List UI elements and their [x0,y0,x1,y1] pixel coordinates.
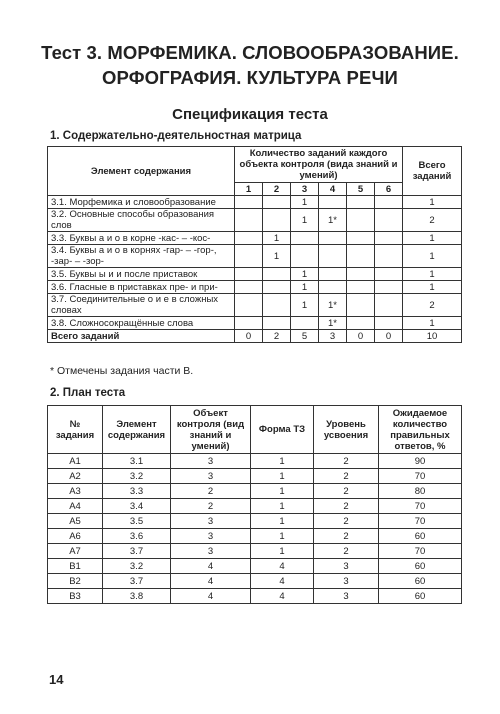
matrix-cell: 1 [291,209,319,232]
plan-cell: В3 [48,589,103,604]
matrix-row-total: 2 [403,209,462,232]
matrix-row [48,281,462,294]
title-line-1: Тест 3. МОРФЕМИКА. СЛОВООБРАЗОВАНИЕ. [41,42,459,63]
plan-cell: 80 [379,484,462,499]
matrix-cell [235,317,263,330]
plan-cell: 2 [314,469,379,484]
matrix-cell [235,268,263,281]
plan-cell: А1 [48,454,103,469]
matrix-cell: 2 [263,330,291,343]
plan-cell: 70 [379,544,462,559]
plan-cell: А3 [48,484,103,499]
col-element-header: Элемент содержания [48,147,235,196]
matrix-cell [375,294,403,317]
subcol-header-1: 1 [235,183,263,196]
matrix-row [48,294,462,317]
matrix-row-label: 3.7. Соединительные о и е в сложных словах [48,294,235,317]
plan-header-6: Ожидаемое количество правильных ответов, % [379,406,462,454]
plan-row [48,559,462,574]
matrix-row-label: Всего заданий [48,330,235,343]
matrix-row-label: 3.6. Гласные в приставках пре- и при- [48,281,235,294]
plan-cell: 1 [251,454,314,469]
plan-cell: 2 [314,544,379,559]
plan-cell: 3.5 [103,514,171,529]
matrix-row [48,196,462,209]
subcol-header-2: 2 [263,183,291,196]
matrix-row-total: 1 [403,232,462,245]
matrix-cell: 1* [319,317,347,330]
matrix-row [48,209,462,232]
plan-cell: 70 [379,469,462,484]
content-matrix-table [47,146,462,343]
plan-row [48,514,462,529]
plan-cell: В1 [48,559,103,574]
matrix-cell [235,281,263,294]
matrix-cell [375,281,403,294]
matrix-cell [347,245,375,268]
plan-cell: 4 [171,574,251,589]
matrix-cell [375,232,403,245]
matrix-row [48,245,462,268]
matrix-cell [347,294,375,317]
subcol-header-6: 6 [375,183,403,196]
matrix-row-total: 1 [403,268,462,281]
plan-cell: А6 [48,529,103,544]
matrix-row-total: 1 [403,281,462,294]
plan-header-2: Элемент содержания [103,406,171,454]
plan-cell: 90 [379,454,462,469]
matrix-heading: 1. Содержательно-деятельностная матрица [50,130,302,142]
matrix-row-label: 3.2. Основные способы образования слов [48,209,235,232]
matrix-cell [235,245,263,268]
plan-cell: 2 [171,499,251,514]
matrix-cell [319,245,347,268]
matrix-cell: 0 [235,330,263,343]
plan-cell: 3.2 [103,469,171,484]
subcol-header-4: 4 [319,183,347,196]
plan-row [48,469,462,484]
plan-cell: 3 [171,529,251,544]
matrix-row-total: 2 [403,294,462,317]
plan-cell: 4 [251,559,314,574]
plan-cell: 4 [251,574,314,589]
plan-cell: 4 [171,559,251,574]
plan-cell: А7 [48,544,103,559]
matrix-cell [319,281,347,294]
plan-cell: 3.3 [103,484,171,499]
page-number: 14 [49,672,64,687]
plan-cell: 3.6 [103,529,171,544]
plan-cell: 1 [251,514,314,529]
matrix-row [48,232,462,245]
plan-cell: 3 [171,544,251,559]
plan-cell: 2 [314,499,379,514]
plan-cell: 3.7 [103,544,171,559]
plan-cell: 3 [171,514,251,529]
matrix-cell [347,209,375,232]
plan-cell: 1 [251,544,314,559]
subcol-header-3: 3 [291,183,319,196]
matrix-cell: 5 [291,330,319,343]
matrix-cell: 3 [319,330,347,343]
plan-cell: 3.1 [103,454,171,469]
matrix-cell [347,232,375,245]
plan-row [48,529,462,544]
plan-cell: 60 [379,589,462,604]
plan-cell: 2 [314,514,379,529]
col-total-header: Всего заданий [403,147,462,196]
plan-cell: 60 [379,529,462,544]
plan-cell: 3 [171,454,251,469]
matrix-cell: 1 [291,294,319,317]
matrix-cell: 1 [291,268,319,281]
matrix-cell [347,196,375,209]
spec-title: Спецификация теста [172,106,328,123]
plan-cell: 70 [379,499,462,514]
title-line-2: ОРФОГРАФИЯ. КУЛЬТУРА РЕЧИ [102,67,398,88]
matrix-cell [375,196,403,209]
matrix-cell: 1 [263,245,291,268]
matrix-row-label: 3.4. Буквы а и о в корнях -гар- – -гор-, -зар- – -зор- [48,245,235,268]
page-title [0,40,500,90]
matrix-cell [291,232,319,245]
matrix-cell: 0 [347,330,375,343]
matrix-cell: 1* [319,294,347,317]
matrix-cell [375,245,403,268]
note-text: * Отмечены задания части В. [50,365,194,377]
plan-heading: 2. План теста [50,387,126,399]
plan-cell: 3.8 [103,589,171,604]
matrix-row-total: 1 [403,245,462,268]
matrix-cell [347,281,375,294]
plan-header-5: Уровень усвоения [314,406,379,454]
matrix-row-label: 3.5. Буквы ы и и после приставок [48,268,235,281]
matrix-cell [375,209,403,232]
plan-cell: 1 [251,469,314,484]
matrix-row-label: 3.3. Буквы а и о в корне -кас- – -кос- [48,232,235,245]
matrix-cell [263,317,291,330]
plan-table [47,405,462,604]
matrix-cell [235,294,263,317]
plan-header-3: Объект контроля (вид знаний и умений) [171,406,251,454]
matrix-cell [375,268,403,281]
matrix-cell [319,196,347,209]
plan-cell: А4 [48,499,103,514]
matrix-cell [235,232,263,245]
matrix-cell [235,196,263,209]
matrix-cell [319,232,347,245]
plan-cell: 1 [251,529,314,544]
subcol-header-5: 5 [347,183,375,196]
plan-row [48,499,462,514]
plan-cell: В2 [48,574,103,589]
matrix-row-label: 3.1. Морфемика и словообразование [48,196,235,209]
plan-cell: 4 [251,589,314,604]
plan-cell: 2 [314,529,379,544]
plan-cell: 3.7 [103,574,171,589]
matrix-row [48,268,462,281]
plan-cell: 3.4 [103,499,171,514]
plan-cell: 3 [314,574,379,589]
plan-cell: 1 [251,499,314,514]
matrix-row [48,317,462,330]
matrix-cell: 1 [291,281,319,294]
plan-cell: 3 [171,469,251,484]
matrix-cell [263,281,291,294]
matrix-cell [263,196,291,209]
plan-row [48,589,462,604]
plan-cell: 3 [314,559,379,574]
plan-cell: 3.2 [103,559,171,574]
matrix-cell [235,209,263,232]
plan-cell: 2 [314,484,379,499]
matrix-cell: 1 [263,232,291,245]
matrix-cell [375,317,403,330]
plan-header-1: № задания [48,406,103,454]
plan-row [48,454,462,469]
plan-cell: 60 [379,574,462,589]
plan-cell: А5 [48,514,103,529]
plan-row [48,544,462,559]
plan-cell: 2 [171,484,251,499]
matrix-row-total: 1 [403,196,462,209]
matrix-cell: 1 [291,196,319,209]
matrix-cell [347,317,375,330]
matrix-cell [263,294,291,317]
plan-cell: 60 [379,559,462,574]
plan-row [48,574,462,589]
matrix-row-label: 3.8. Сложносокращённые слова [48,317,235,330]
plan-cell: 1 [251,484,314,499]
matrix-cell [263,209,291,232]
matrix-row [48,330,462,343]
matrix-cell [319,268,347,281]
matrix-row-total: 10 [403,330,462,343]
plan-cell: А2 [48,469,103,484]
plan-cell: 2 [314,454,379,469]
plan-header-4: Форма ТЗ [251,406,314,454]
plan-cell: 4 [171,589,251,604]
plan-row [48,484,462,499]
matrix-cell [347,268,375,281]
plan-cell: 70 [379,514,462,529]
matrix-cell: 1* [319,209,347,232]
matrix-cell [263,268,291,281]
matrix-row-total: 1 [403,317,462,330]
matrix-cell [291,317,319,330]
matrix-cell [291,245,319,268]
col-count-header: Количество заданий каждого объекта контроля (вида знаний и умений) [235,147,403,183]
plan-cell: 3 [314,589,379,604]
matrix-cell: 0 [375,330,403,343]
